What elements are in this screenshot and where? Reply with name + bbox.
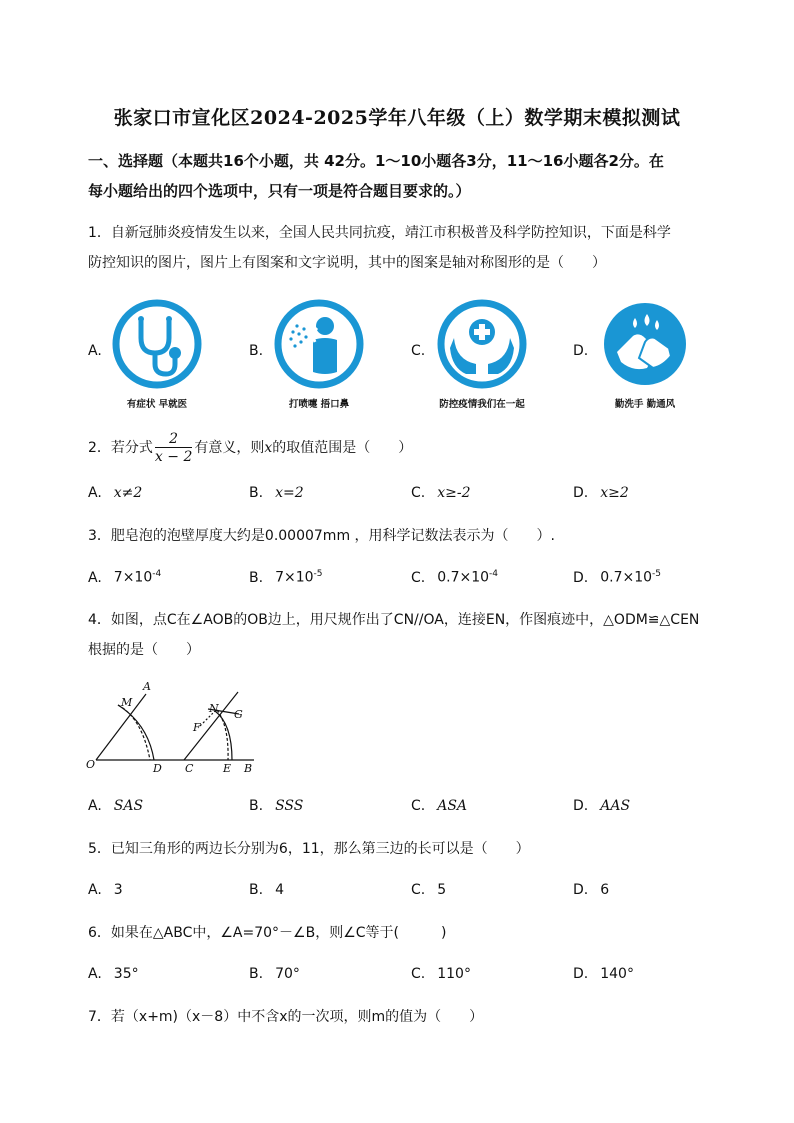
q3-options — [88, 569, 718, 593]
label-e: E — [223, 762, 232, 775]
q5-option-c[interactable]: C. 5 — [411, 882, 447, 898]
q4-option-d[interactable]: D. AAS — [573, 798, 631, 814]
label-d: D — [153, 762, 162, 775]
q5-option-b[interactable]: B. 4 — [249, 882, 284, 898]
label-b: B — [244, 762, 253, 775]
q1-option-c-letter: C. — [411, 343, 426, 359]
q4-option-c[interactable]: C. ASA — [411, 798, 468, 814]
stethoscope-icon — [111, 298, 203, 390]
q1-option-b-caption: 打喷嚏 捂口鼻 — [288, 399, 350, 410]
question-4-line2: 根据的是（ ） — [88, 642, 200, 658]
q4-options — [88, 798, 718, 822]
label-f: F — [193, 721, 201, 734]
q2-suffix: 的取值范围是（ ） — [272, 440, 413, 456]
page-title: 张家口市宣化区2024-2025学年八年级（上）数学期末模拟测试 — [113, 107, 681, 129]
label-g: G — [234, 708, 243, 721]
q2-var: x — [264, 440, 273, 456]
q1-option-d-caption: 勤洗手 勤通风 — [614, 399, 676, 410]
q2-fraction — [155, 431, 192, 466]
q2-denominator: x − 2 — [154, 448, 193, 465]
section-heading-line1: 一、选择题（本题共16个小题，共 42分。1～10小题各3分，11～16小题各2分。在 — [88, 152, 664, 170]
q2-option-d[interactable]: D. x≥2 — [573, 485, 629, 501]
hands-cross-icon — [436, 298, 528, 390]
q4-option-b[interactable]: B. SSS — [249, 798, 304, 814]
q1-option-c-caption: 防控疫情我们在一起 — [439, 399, 525, 410]
q6-option-b[interactable]: B. 70° — [249, 966, 300, 982]
question-5: 5．已知三角形的两边长分别为6，11，那么第三边的长可以是（ ） — [88, 841, 530, 857]
label-n: N — [209, 702, 219, 715]
q6-option-a[interactable]: A. 35° — [88, 966, 139, 982]
question-2 — [88, 428, 718, 468]
q6-option-c[interactable]: C. 110° — [411, 966, 471, 982]
q1-option-a-caption: 有症状 早就医 — [126, 399, 188, 410]
q6-options — [88, 966, 718, 990]
label-m: M — [121, 696, 133, 709]
q5-options — [88, 882, 718, 906]
q3-option-d[interactable]: D. $0.7\times 10^{-5}$ — [573, 569, 662, 586]
question-1-line2: 防控知识的图片，图片上有图案和文字说明，其中的图案是轴对称图形的是（ ） — [88, 255, 606, 271]
q2-prefix: 2．若分式 — [88, 440, 153, 456]
q2-options — [88, 485, 718, 509]
sneeze-icon — [273, 298, 365, 390]
question-6: 6．如果在△ABC中，∠A=70°－∠B，则∠C等于( ) — [88, 925, 447, 941]
q3-option-c[interactable]: C. $0.7\times 10^{-4}$ — [411, 569, 499, 586]
question-1-line1: 1．自新冠肺炎疫情发生以来，全国人民共同抗疫，靖江市积极普及科学防控知识，下面是科学 — [88, 225, 671, 241]
q5-option-d[interactable]: D. 6 — [573, 882, 610, 898]
q1-option-b-letter: B. — [249, 343, 264, 359]
label-o: O — [86, 758, 96, 771]
q5-option-a[interactable]: A. 3 — [88, 882, 123, 898]
label-a: A — [143, 680, 151, 693]
question-7: 7．若（x+m)（x－8）中不含x的一次项，则m的值为（ ） — [88, 1009, 484, 1025]
geometry-figure — [84, 678, 264, 778]
question-4-line1: 4．如图，点C在∠AOB的OB边上，用尺规作出了CN//OA，连接EN，作图痕迹中，△ODM≌△CEN — [88, 612, 700, 628]
q1-option-d-letter: D. — [573, 343, 589, 359]
section-heading-line2: 每小题给出的四个选项中，只有一项是符合题目要求的。） — [88, 182, 471, 200]
q6-option-d[interactable]: D. 140° — [573, 966, 634, 982]
q3-option-b[interactable]: B. $7\times 10^{-5}$ — [249, 569, 323, 586]
q2-option-c[interactable]: C. x≥-2 — [411, 485, 471, 501]
q4-option-a[interactable]: A. SAS — [88, 798, 144, 814]
q1-option-a-letter: A. — [88, 343, 102, 359]
handwash-icon — [599, 298, 691, 390]
q2-option-a[interactable]: A. x≠2 — [88, 485, 143, 501]
label-c: C — [185, 762, 194, 775]
q2-option-b[interactable]: B. x=2 — [249, 485, 304, 501]
q2-numerator: 2 — [155, 431, 192, 448]
q2-middle: 有意义，则 — [194, 440, 265, 456]
q3-option-a[interactable]: A. $7\times 10^{-4}$ — [88, 569, 162, 586]
question-3: 3．肥皂泡的泡壁厚度大约是0.00007mm ，用科学记数法表示为（ ）. — [88, 528, 555, 544]
